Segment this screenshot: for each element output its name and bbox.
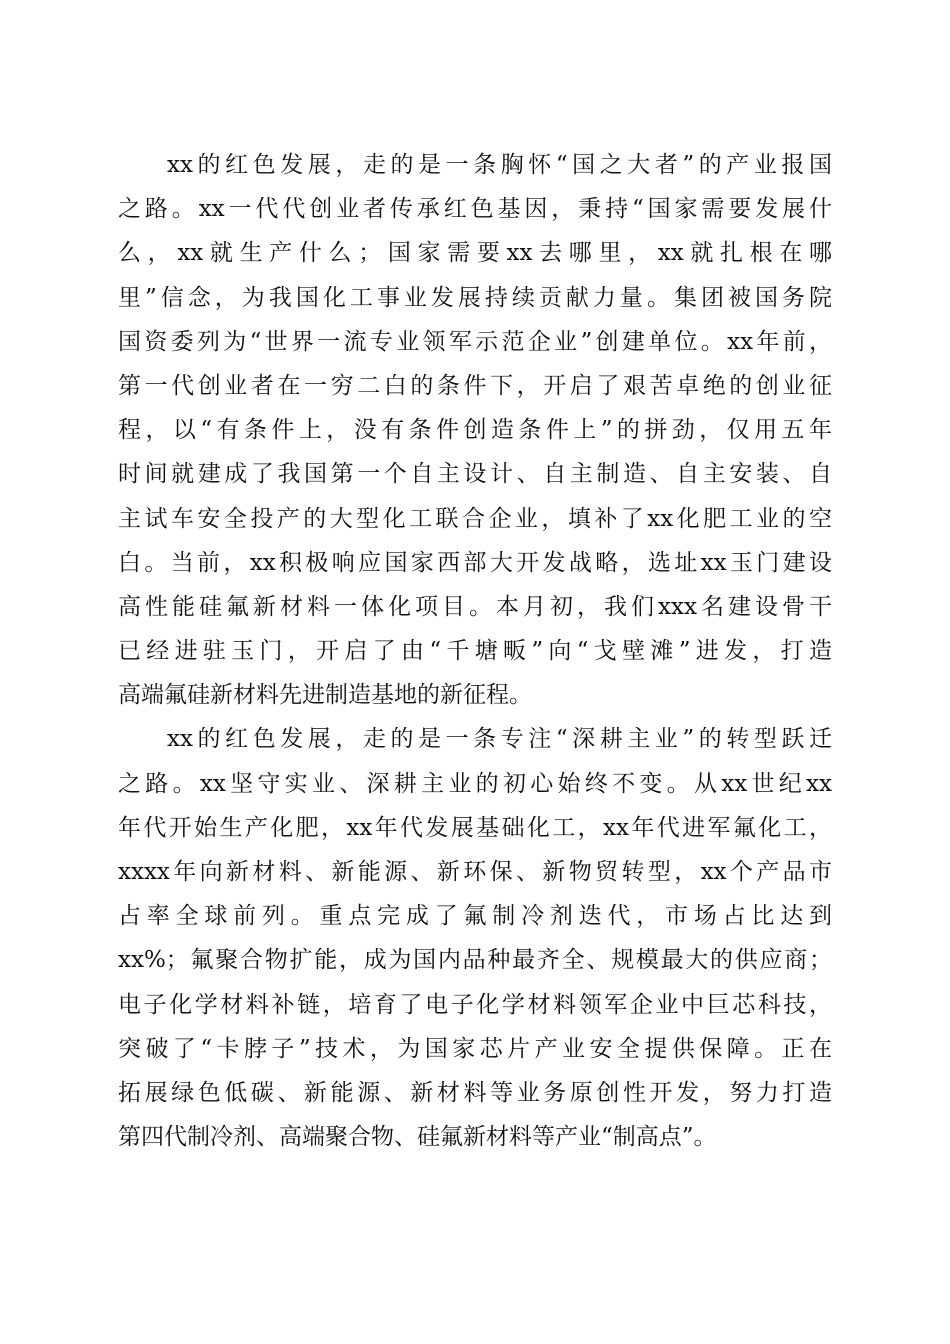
text-line: xx的红色发展，走的是一条专注“深耕主业”的转型跃迁	[167, 726, 832, 753]
paragraph-1	[118, 143, 832, 717]
text-line: 高性能硅氟新材料一体化项目。本月初，我们xxx名建设骨干	[118, 593, 832, 620]
text-line: 年代开始生产化肥，xx年代发展基础化工，xx年代进军氟化工，	[118, 814, 832, 841]
text-line: 第一代创业者在一穷二白的条件下，开启了艰苦卓绝的创业征	[118, 372, 832, 399]
text-line: 之路。xx坚守实业、深耕主业的初心始终不变。从xx世纪xx	[118, 770, 832, 797]
text-line: 之路。xx一代代创业者传承红色基因，秉持“国家需要发展什	[118, 196, 832, 223]
text-line: xx%；氟聚合物扩能，成为国内品种最齐全、规模最大的供应商；	[118, 947, 832, 974]
text-line: xxxx年向新材料、新能源、新环保、新物贸转型，xx个产品市	[118, 859, 832, 885]
text-line: 时间就建成了我国第一个自主设计、自主制造、自主安装、自	[118, 461, 832, 488]
text-line: 国资委列为“世界一流专业领军示范企业”创建单位。xx年前，	[118, 328, 832, 355]
text-line: 里”信念，为我国化工事业发展持续贡献力量。集团被国务院	[118, 284, 832, 311]
paragraph-2	[118, 717, 832, 1159]
text-line: 么，xx就生产什么；国家需要xx去哪里，xx就扎根在哪	[118, 240, 832, 267]
text-line: 白。当前，xx积极响应国家西部大开发战略，选址xx玉门建设	[118, 549, 832, 576]
text-line: 拓展绿色低碳、新能源、新材料等业务原创性开发，努力打造	[118, 1079, 832, 1106]
text-line: 程，以“有条件上，没有条件创造条件上”的拼劲，仅用五年	[118, 417, 832, 444]
text-line: 高端氟硅新材料先进制造基地的新征程。	[118, 682, 532, 709]
document-body	[118, 143, 832, 1159]
text-line: 已经进驻玉门，开启了由“千塘畈”向“戈壁滩”进发，打造	[118, 638, 832, 665]
text-line: 突破了“卡脖子”技术，为国家芯片产业安全提供保障。正在	[118, 1035, 832, 1062]
text-line: 占率全球前列。重点完成了氟制冷剂迭代，市场占比达到	[118, 903, 832, 930]
text-line: 主试车安全投产的大型化工联合企业，填补了xx化肥工业的空	[118, 505, 832, 532]
text-line: 电子化学材料补链，培育了电子化学材料领军企业中巨芯科技，	[118, 991, 832, 1018]
text-line: 第四代制冷剂、高端聚合物、硅氟新材料等产业“制高点”。	[118, 1124, 717, 1151]
text-line: xx的红色发展，走的是一条胸怀“国之大者”的产业报国	[167, 152, 832, 178]
